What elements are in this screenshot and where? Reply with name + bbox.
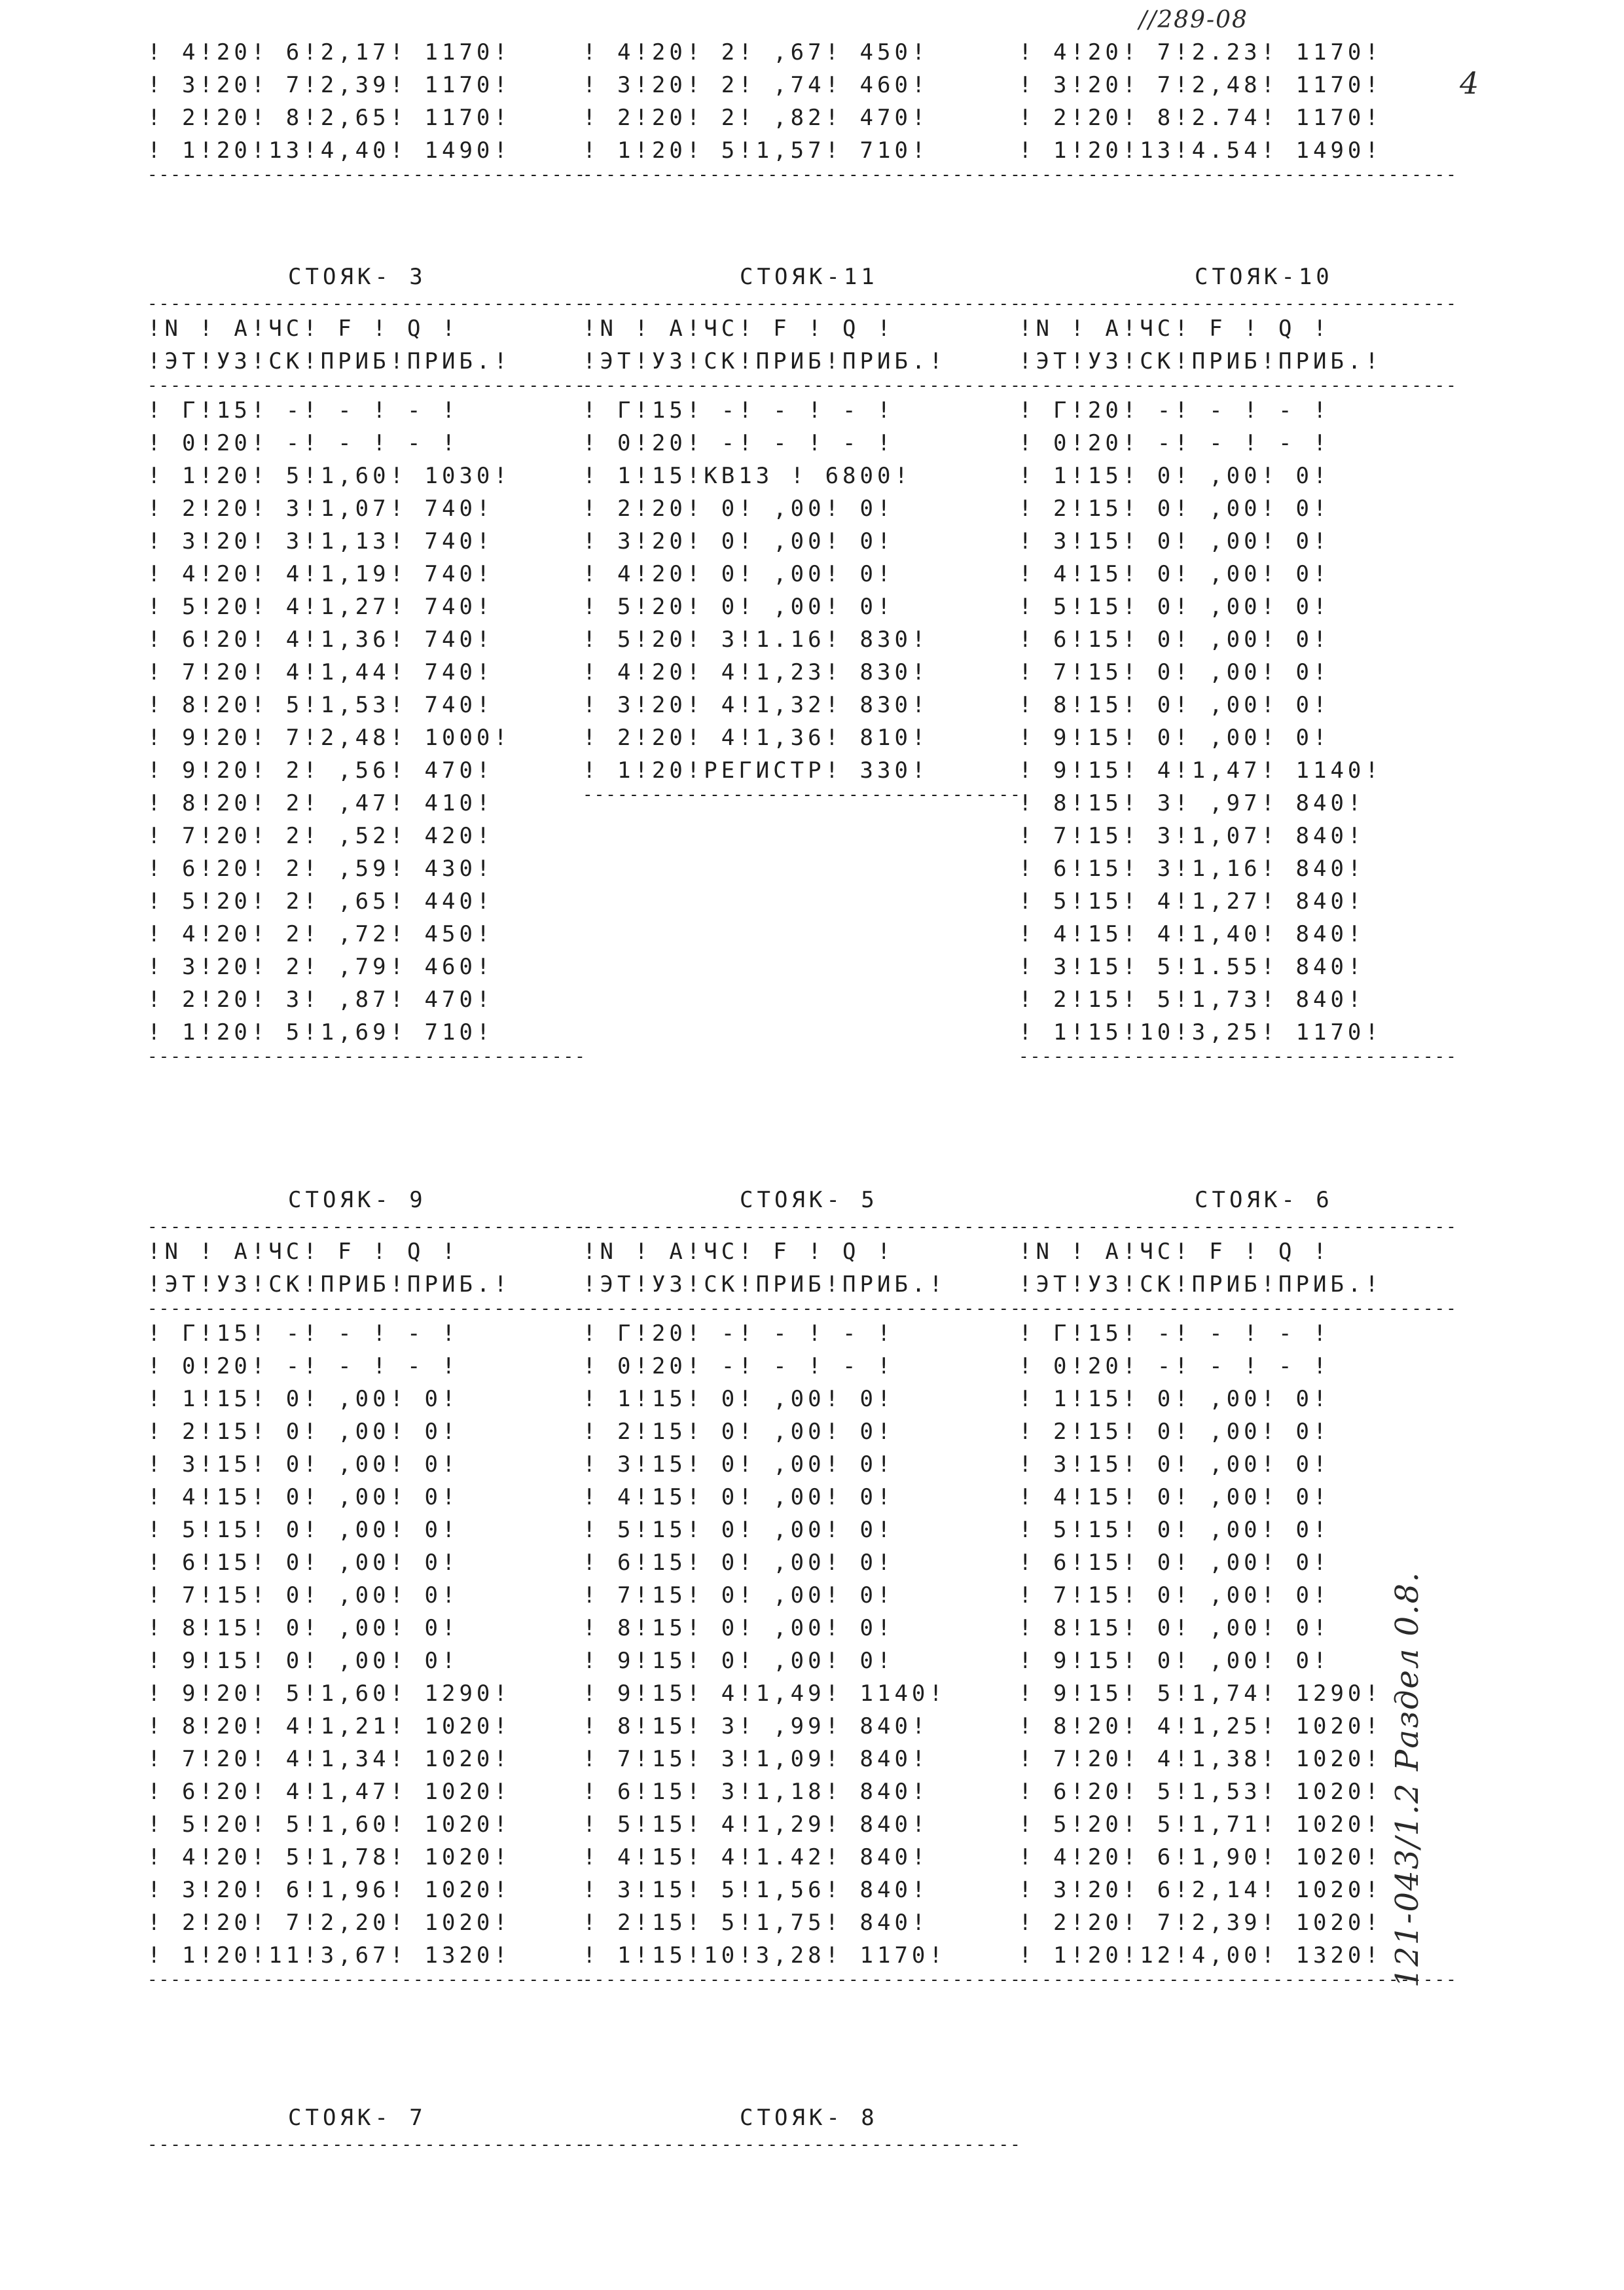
table-row: ! 8!15! 3! ,97! 840! [1019, 790, 1365, 816]
table-row: ! 8!15! 0! ,00! 0! [147, 1615, 460, 1641]
table-row: ! 5!20! 2! ,65! 440! [147, 888, 494, 915]
table-row: ! 9!15! 5!1,74! 1290! [1019, 1681, 1382, 1707]
table-row: ! 6!15! 0! ,00! 0! [1019, 627, 1331, 653]
table-rule: -------------------------------------- [583, 2137, 1022, 2153]
stack-table [1019, 296, 1458, 1065]
table-rule: -------------------------------------- [147, 296, 586, 312]
handwritten-margin-note: 121-043/1.2 Раздел 0.8. [1389, 1571, 1426, 1988]
table-row: ! 4!20! 5!1,78! 1020! [147, 1844, 511, 1870]
table-row: ! 2!15! 0! ,00! 0! [1019, 496, 1331, 522]
table-row: ! 2!20! 0! ,00! 0! [583, 496, 895, 522]
table-title: СТОЯК-11 [740, 264, 878, 290]
table-row: ! 9!15! 4!1,49! 1140! [583, 1681, 947, 1707]
table-row: ! 3!20! 2! ,74! 460! [583, 72, 929, 98]
table-row: ! 8!15! 0! ,00! 0! [1019, 1615, 1331, 1641]
table-row: ! 4!20! 4!1,19! 740! [147, 561, 494, 587]
table-row: ! 5!20! 5!1,60! 1020! [147, 1811, 511, 1838]
table-row: ! 9!15! 0! ,00! 0! [1019, 725, 1331, 751]
table-header-line-2: !ЭТ!УЗ!СК!ПРИБ!ПРИБ.! [147, 1271, 511, 1298]
table-title: СТОЯК- 6 [1195, 1187, 1333, 1213]
table-row: ! 1!15! 0! ,00! 0! [147, 1386, 460, 1412]
table-row: ! 1!20!РЕГИСТР! 330! [583, 757, 929, 784]
table-header-line-2: !ЭТ!УЗ!СК!ПРИБ!ПРИБ.! [1019, 1271, 1382, 1298]
table-row: ! 0!20! -! - ! - ! [583, 430, 895, 456]
table-row: ! 9!20! 7!2,48! 1000! [147, 725, 511, 751]
stack-table [147, 1219, 586, 1988]
table-row: ! 4!15! 4!1,40! 840! [1019, 921, 1365, 947]
table-rule: -------------------------------------- [147, 1219, 586, 1235]
table-row: ! 7!20! 2! ,52! 420! [147, 823, 494, 849]
table-row: ! 4!15! 0! ,00! 0! [1019, 1484, 1331, 1510]
table-row: ! 3!20! 4!1,32! 830! [583, 692, 929, 718]
table-row: ! 3!20! 3!1,13! 740! [147, 528, 494, 554]
table-row: ! 8!20! 5!1,53! 740! [147, 692, 494, 718]
continuation-table-1 [147, 36, 586, 183]
table-row: ! 8!20! 4!1,25! 1020! [1019, 1713, 1382, 1739]
table-row: ! 6!15! 3!1,18! 840! [583, 1779, 929, 1805]
table-row: ! 2!20! 8!2.74! 1170! [1019, 105, 1382, 131]
table-row: ! 3!15! 0! ,00! 0! [147, 1451, 460, 1478]
table-row: ! 1!15!10!3,25! 1170! [1019, 1019, 1382, 1045]
table-row: ! 7!15! 0! ,00! 0! [583, 1582, 895, 1608]
table-row: ! 5!15! 0! ,00! 0! [1019, 1517, 1331, 1543]
table-row: ! 1!20! 5!1,57! 710! [583, 137, 929, 164]
table-rule: -------------------------------------- [583, 296, 1022, 312]
table-row: ! 2!20! 3! ,87! 470! [147, 987, 494, 1013]
table-rule: -------------------------------------- [1019, 1972, 1458, 1988]
table-rule: -------------------------------------- [147, 1049, 586, 1065]
table-rule: -------------------------------------- [147, 1301, 586, 1317]
table-rule: -------------------------------------- [583, 1972, 1022, 1988]
table-row: ! 1!15!10!3,28! 1170! [583, 1942, 947, 1969]
table-row: ! 2!15! 0! ,00! 0! [147, 1419, 460, 1445]
table-row: ! 5!15! 0! ,00! 0! [583, 1517, 895, 1543]
table-row: ! 0!20! -! - ! - ! [1019, 430, 1331, 456]
table-row: ! Г!15! -! - ! - ! [147, 397, 460, 424]
table-row: ! 1!20!12!4,00! 1320! [1019, 1942, 1382, 1969]
table-row: ! 6!15! 3!1,16! 840! [1019, 856, 1365, 882]
table-rule: -------------------------------------- [147, 167, 586, 183]
handwritten-page-number: 4 [1460, 65, 1481, 101]
table-rule: -------------------------------------- [147, 2137, 586, 2153]
table-row: ! 4!15! 0! ,00! 0! [583, 1484, 895, 1510]
table-title: СТОЯК-10 [1195, 264, 1333, 290]
table-row: ! 4!20! 4!1,23! 830! [583, 659, 929, 685]
table-row: ! 5!15! 0! ,00! 0! [147, 1517, 460, 1543]
table-title: СТОЯК- 3 [288, 264, 427, 290]
table-row: ! Г!15! -! - ! - ! [1019, 1320, 1331, 1347]
table-row: ! 2!15! 0! ,00! 0! [1019, 1419, 1331, 1445]
table-title: СТОЯК- 5 [740, 1187, 878, 1213]
table-row: ! 1!20!11!3,67! 1320! [147, 1942, 511, 1969]
table-row: ! 1!15! 0! ,00! 0! [1019, 463, 1331, 489]
table-header-line-1: !N ! А!ЧС! F ! Q ! [583, 316, 895, 342]
table-row: ! 0!20! -! - ! - ! [147, 430, 460, 456]
table-row: ! 7!20! 4!1,44! 740! [147, 659, 494, 685]
table-header-line-1: !N ! А!ЧС! F ! Q ! [583, 1239, 895, 1265]
table-row: ! 7!15! 3!1,09! 840! [583, 1746, 929, 1772]
table-header-line-2: !ЭТ!УЗ!СК!ПРИБ!ПРИБ.! [1019, 348, 1382, 374]
table-row: ! 3!15! 0! ,00! 0! [1019, 1451, 1331, 1478]
table-row: ! 0!20! -! - ! - ! [583, 1353, 895, 1379]
table-rule: -------------------------------------- [147, 378, 586, 394]
table-row: ! 2!15! 5!1,73! 840! [1019, 987, 1365, 1013]
table-row: ! 8!20! 2! ,47! 410! [147, 790, 494, 816]
table-rule: -------------------------------------- [1019, 1301, 1458, 1317]
table-row: ! 5!15! 0! ,00! 0! [1019, 594, 1331, 620]
table-row: ! 6!15! 0! ,00! 0! [1019, 1550, 1331, 1576]
table-row: ! 4!20! 2! ,72! 450! [147, 921, 494, 947]
stack-table [583, 1219, 1022, 1988]
table-row: ! 9!15! 0! ,00! 0! [147, 1648, 460, 1674]
table-row: ! 5!20! 3!1.16! 830! [583, 627, 929, 653]
table-row: ! 1!20! 5!1,60! 1030! [147, 463, 511, 489]
table-row: ! 3!20! 6!2,14! 1020! [1019, 1877, 1382, 1903]
table-row: ! 2!20! 2! ,82! 470! [583, 105, 929, 131]
table-row: ! 6!15! 0! ,00! 0! [583, 1550, 895, 1576]
table-header-line-1: !N ! А!ЧС! F ! Q ! [1019, 1239, 1331, 1265]
table-header-line-1: !N ! А!ЧС! F ! Q ! [1019, 316, 1331, 342]
table-row: ! 1!15!КВ13 ! 6800! [583, 463, 912, 489]
table-row: ! 3!20! 7!2,48! 1170! [1019, 72, 1382, 98]
table-row: ! 3!20! 0! ,00! 0! [583, 528, 895, 554]
top-document-number: //289-08 [1139, 7, 1248, 33]
continuation-table-3 [1019, 36, 1458, 183]
table-row: ! 6!20! 5!1,53! 1020! [1019, 1779, 1382, 1805]
stack-table [147, 296, 586, 1065]
table-rule: -------------------------------------- [1019, 1049, 1458, 1065]
table-row: ! 9!20! 2! ,56! 470! [147, 757, 494, 784]
table-row: ! 4!20! 0! ,00! 0! [583, 561, 895, 587]
table-row: ! 2!20! 3!1,07! 740! [147, 496, 494, 522]
table-row: ! 6!20! 2! ,59! 430! [147, 856, 494, 882]
table-title: СТОЯК- 9 [288, 1187, 427, 1213]
table-row: ! 1!15! 0! ,00! 0! [1019, 1386, 1331, 1412]
table-row: ! 4!20! 6!2,17! 1170! [147, 39, 511, 65]
table-row: ! 4!15! 0! ,00! 0! [147, 1484, 460, 1510]
table-row: ! 4!20! 2! ,67! 450! [583, 39, 929, 65]
table-row: ! 5!20! 4!1,27! 740! [147, 594, 494, 620]
table-row: ! 0!20! -! - ! - ! [147, 1353, 460, 1379]
table-header-line-1: !N ! А!ЧС! F ! Q ! [147, 316, 460, 342]
table-row: ! 7!15! 0! ,00! 0! [1019, 659, 1331, 685]
table-rule: -------------------------------------- [583, 167, 1022, 183]
table-row: ! 2!15! 5!1,75! 840! [583, 1910, 929, 1936]
table-row: ! 6!20! 4!1,47! 1020! [147, 1779, 511, 1805]
table-row: ! 2!20! 4!1,36! 810! [583, 725, 929, 751]
table-row: ! Г!20! -! - ! - ! [583, 1320, 895, 1347]
table-row: ! 4!20! 7!2.23! 1170! [1019, 39, 1382, 65]
table-row: ! 1!20!13!4,40! 1490! [147, 137, 511, 164]
table-header-line-2: !ЭТ!УЗ!СК!ПРИБ!ПРИБ.! [147, 348, 511, 374]
table-row: ! 7!15! 0! ,00! 0! [147, 1582, 460, 1608]
table-row: ! 1!15! 0! ,00! 0! [583, 1386, 895, 1412]
table-row: ! Г!20! -! - ! - ! [1019, 397, 1331, 424]
table-row: ! 2!20! 7!2,20! 1020! [147, 1910, 511, 1936]
table-row: ! 8!15! 3! ,99! 840! [583, 1713, 929, 1739]
table-title: СТОЯК- 7 [288, 2105, 427, 2131]
table-header-line-2: !ЭТ!УЗ!СК!ПРИБ!ПРИБ.! [583, 348, 947, 374]
table-row: ! 7!15! 0! ,00! 0! [1019, 1582, 1331, 1608]
table-row: ! 9!15! 0! ,00! 0! [583, 1648, 895, 1674]
table-row: ! 1!20!13!4.54! 1490! [1019, 137, 1382, 164]
table-title: СТОЯК- 8 [740, 2105, 878, 2131]
table-row: ! 8!20! 4!1,21! 1020! [147, 1713, 511, 1739]
table-row: ! 5!15! 4!1,29! 840! [583, 1811, 929, 1838]
table-row: ! 3!20! 2! ,79! 460! [147, 954, 494, 980]
table-row: ! 2!20! 7!2,39! 1020! [1019, 1910, 1382, 1936]
table-row: ! 6!15! 0! ,00! 0! [147, 1550, 460, 1576]
table-row: ! 2!15! 0! ,00! 0! [583, 1419, 895, 1445]
table-rule: -------------------------------------- [583, 1301, 1022, 1317]
table-header-line-1: !N ! А!ЧС! F ! Q ! [147, 1239, 460, 1265]
continuation-table-2 [583, 36, 1022, 183]
table-row: ! 3!15! 0! ,00! 0! [583, 1451, 895, 1478]
table-rule: -------------------------------------- [583, 1219, 1022, 1235]
table-rule: -------------------------------------- [147, 1972, 586, 1988]
stack-table [583, 296, 1022, 803]
table-row: ! 1!20! 5!1,69! 710! [147, 1019, 494, 1045]
table-row: ! 5!20! 5!1,71! 1020! [1019, 1811, 1382, 1838]
table-rule: -------------------------------------- [583, 378, 1022, 394]
table-row: ! 7!15! 3!1,07! 840! [1019, 823, 1365, 849]
table-row: ! 3!15! 0! ,00! 0! [1019, 528, 1331, 554]
table-row: ! 7!20! 4!1,34! 1020! [147, 1746, 511, 1772]
table-row: ! 2!20! 8!2,65! 1170! [147, 105, 511, 131]
table-rule: -------------------------------------- [1019, 296, 1458, 312]
table-row: ! 9!15! 4!1,47! 1140! [1019, 757, 1382, 784]
table-row: ! Г!15! -! - ! - ! [583, 397, 895, 424]
table-row: ! Г!15! -! - ! - ! [147, 1320, 460, 1347]
table-row: ! 3!20! 7!2,39! 1170! [147, 72, 511, 98]
table-rule: -------------------------------------- [1019, 167, 1458, 183]
table-rule: -------------------------------------- [1019, 378, 1458, 394]
table-row: ! 3!15! 5!1.55! 840! [1019, 954, 1365, 980]
table-row: ! 7!20! 4!1,38! 1020! [1019, 1746, 1382, 1772]
table-row: ! 8!15! 0! ,00! 0! [1019, 692, 1331, 718]
table-row: ! 4!15! 0! ,00! 0! [1019, 561, 1331, 587]
table-row: ! 5!15! 4!1,27! 840! [1019, 888, 1365, 915]
table-row: ! 3!15! 5!1,56! 840! [583, 1877, 929, 1903]
table-row: ! 9!15! 0! ,00! 0! [1019, 1648, 1331, 1674]
table-header-line-2: !ЭТ!УЗ!СК!ПРИБ!ПРИБ.! [583, 1271, 947, 1298]
table-row: ! 8!15! 0! ,00! 0! [583, 1615, 895, 1641]
table-rule: -------------------------------------- [1019, 1219, 1458, 1235]
table-row: ! 6!20! 4!1,36! 740! [147, 627, 494, 653]
table-rule: -------------------------------------- [583, 787, 1022, 803]
table-row: ! 0!20! -! - ! - ! [1019, 1353, 1331, 1379]
table-row: ! 4!20! 6!1,90! 1020! [1019, 1844, 1382, 1870]
table-row: ! 4!15! 4!1.42! 840! [583, 1844, 929, 1870]
table-row: ! 5!20! 0! ,00! 0! [583, 594, 895, 620]
table-row: ! 9!20! 5!1,60! 1290! [147, 1681, 511, 1707]
table-row: ! 3!20! 6!1,96! 1020! [147, 1877, 511, 1903]
